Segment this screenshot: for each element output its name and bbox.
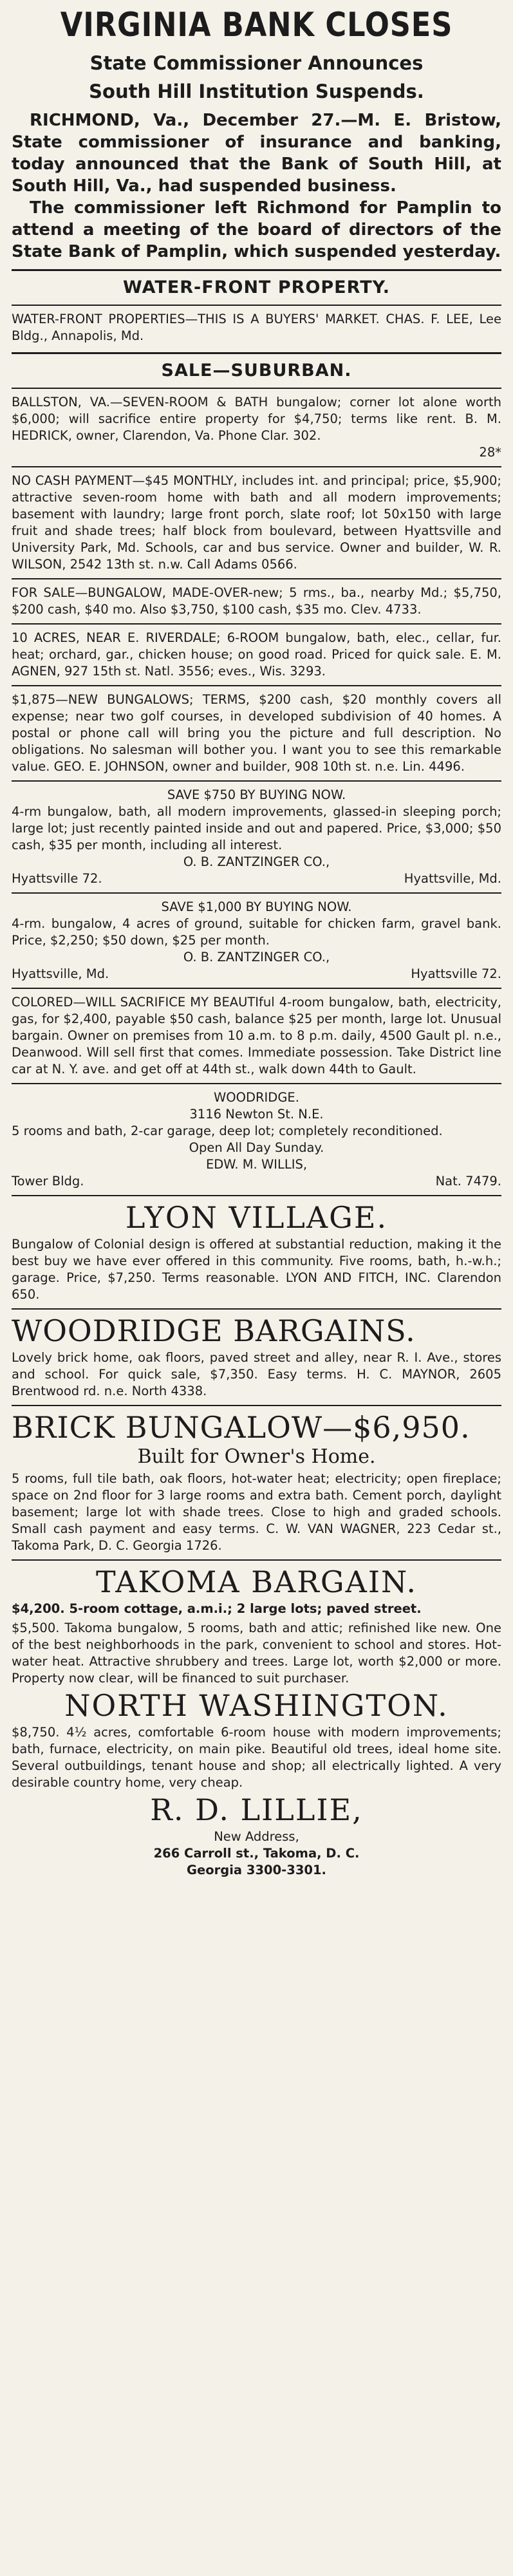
ad-text: $8,750. 4½ acres, comfortable 6-room house with modern improvements; bath, furnace, electricity, on main pike. Beautiful old trees, ideal home site. Several outbuildings, tenant house and shop; all electrically lighted. A very desirable country home, very cheap.	[12, 1725, 501, 1790]
divider	[12, 623, 501, 625]
ad-title: SAVE $1,000 BY BUYING NOW.	[161, 899, 352, 914]
subhead-1: State Commissioner Announces	[89, 52, 424, 74]
ad-title: SAVE $750 BY BUYING NOW.	[167, 787, 346, 802]
agent-name: R. D. LILLIE,	[150, 1792, 363, 1827]
ad-title: WOODRIDGE.	[214, 1090, 299, 1105]
divider	[12, 1195, 501, 1196]
ad-address: 3116 Newton St. N.E.	[189, 1107, 324, 1122]
ad-contact-row	[12, 1173, 501, 1190]
ad-ten-acres: 10 ACRES, NEAR E. RIVERDALE; 6-ROOM bungalow, bath, elec., cellar, fur. heat; orchard, gar., chicken house; on good road. Priced for quick sale. E. M. AGNEN, 927 15th st. Natl. 3556; eves., Wis. 3293.	[12, 630, 501, 679]
divider	[12, 1559, 501, 1561]
ad-ballston	[12, 393, 501, 462]
agent-new-address: New Address,	[214, 1829, 299, 1844]
ad-waterfront: WATER-FRONT PROPERTIES—THIS IS A BUYERS' MARKET. CHAS. F. LEE, Lee Bldg., Annapolis, Md.	[12, 312, 501, 343]
article-para-1: RICHMOND, Va., December 27.—M. E. Bristow, State commissioner of insurance and banking, today announced that the Bank of South Hill, at South Hill, Va., had suspended business.	[12, 111, 501, 196]
divider	[12, 466, 501, 467]
ad-lyon-village: Bungalow of Colonial design is offered at substantial reduction, making it the best buy we have ever offered in this community. Five rooms, bath, h.-w.h.; garage. Price, $7,250. Terms reasonable. LYON AND FITCH, INC. Clarendon 650.	[12, 1237, 501, 1302]
ad-building: Tower Bldg.	[12, 1174, 84, 1189]
article-para-2: The commissioner left Richmond for Pamplin to attend a meeting of the board of directors of the State Bank of Pamplin, which suspended yesterday.	[12, 198, 501, 261]
headline: VIRGINIA BANK CLOSES	[60, 6, 453, 44]
ad-company: O. B. ZANTZINGER CO.,	[183, 854, 330, 869]
divider	[12, 780, 501, 782]
ad-colored: COLORED—WILL SACRIFICE MY BEAUTIful 4-room bungalow, bath, electricity, gas, for $2,400, payable $50 cash, balance $25 per month, large lot. Unusual bargain. Owner on premises from 10 a.m. to 8 p.m. daily, 4500 Gault pl. n.e., Deanwood. Will sell first that comes. Immediate possession. Take District line car at N. Y. ave. and get off at 44th st., walk down 44th to Gault.	[12, 995, 501, 1076]
ad-city: Hyattsville, Md.	[404, 871, 501, 886]
subhead-2: South Hill Institution Suspends.	[89, 80, 424, 102]
divider	[12, 305, 501, 306]
ad-phone: Hyattsville 72.	[12, 871, 102, 886]
ad-save-750	[12, 785, 501, 888]
ad-north-washington	[12, 1723, 501, 1792]
ad-company: O. B. ZANTZINGER CO.,	[183, 950, 330, 964]
section-heading-waterfront: WATER-FRONT PROPERTY.	[123, 277, 390, 297]
heading-north-washington: NORTH WASHINGTON.	[64, 1688, 449, 1723]
divider	[12, 1083, 501, 1084]
divider	[12, 685, 501, 686]
heading-takoma-bargain: TAKOMA BARGAIN.	[96, 1565, 417, 1599]
divider	[12, 388, 501, 389]
ad-text: 4-rm bungalow, bath, all modern improvements, glassed-in sleeping porch; large lot; just recently painted inside and out and papered. Price, $3,000; $50 cash, $35 per month, including all interest.	[12, 804, 501, 852]
section-heading-suburban: SALE—SUBURBAN.	[161, 361, 352, 381]
ad-agent: EDW. M. WILLIS,	[205, 1157, 308, 1172]
heading-lyon-village: LYON VILLAGE.	[125, 1200, 388, 1235]
ad-phone: Hyattsville 72.	[411, 966, 501, 981]
ad-no-cash-payment: NO CASH PAYMENT—$45 MONTHLY, includes int. and principal; price, $5,900; attractive seven-room home with bath and all modern improvements; basement with laundry; large front porch, slate roof; lot 50x150 with large fruit and shade trees; half block from boulevard, between Hyattsville and University Park, Md. Schools, car and bus service. Owner and builder, W. R. WILSON, 2542 13th st. n.w. Call Adams 0566.	[12, 473, 501, 572]
ad-text: 4-rm. bungalow, 4 acres of ground, suitable for chicken farm, gravel bank. Price, $2,250; $50 down, $25 per month.	[12, 916, 501, 948]
ad-ballston-text: BALLSTON, VA.—SEVEN-ROOM & BATH bungalow; corner lot alone worth $6,000; will sacrifice entire property for $4,750; terms like rent. B. M. HEDRICK, owner, Clarendon, Va. Phone Clar. 302.	[12, 395, 501, 443]
ad-woodridge-bargains: Lovely brick home, oak floors, paved street and alley, near R. I. Ave., stores and school. For quick sale, $7,350. Easy terms. H. C. MAYNOR, 2605 Brentwood rd. n.e. North 4338.	[12, 1350, 501, 1398]
ad-new-bungalows: $1,875—NEW BUNGALOWS; TERMS, $200 cash, $20 monthly covers all expense; near two golf courses, in developed subdivision of 40 homes. A postal or phone call will bring you the picture and full description. No obligations. No salesman will bother you. I want you to see this remarkable value. GEO. E. JOHNSON, owner and builder, 908 10th st. n.e. Lin. 4496.	[12, 692, 501, 774]
divider	[12, 1405, 501, 1406]
heading-woodridge-bargains: WOODRIDGE BARGAINS.	[12, 1313, 416, 1348]
heading-brick-bungalow: BRICK BUNGALOW—$6,950.	[12, 1410, 471, 1445]
divider	[12, 578, 501, 579]
divider	[12, 269, 501, 271]
divider	[12, 892, 501, 894]
ad-contact-row	[12, 966, 501, 982]
ad-brick-bungalow: 5 rooms, full tile bath, oak floors, hot-water heat; electricity; open fireplace; space on 2nd floor for 3 large rooms and extra bath. Cement porch, daylight basement; large lot with shade trees. Close to high and graded schools. Small cash payment and easy terms. C. W. VAN WAGNER, 223 Cedar st., Takoma Park, D. C. Georgia 1726.	[12, 1471, 501, 1553]
divider	[12, 352, 501, 354]
ad-takoma-text: $5,500. Takoma bungalow, 5 rooms, bath and attic; refinished like new. One of the best neighborhoods in the park, convenient to school and stores. Hot-water heat. Attractive shrubbery and trees. Large lot, worth $2,000 or more. Property now clear, will be financed to suit purchaser.	[12, 1621, 501, 1686]
article-body	[12, 109, 501, 263]
divider	[12, 1308, 501, 1310]
ad-bungalow-made-over: FOR SALE—BUNGALOW, MADE-OVER-new; 5 rms., ba., nearby Md.; $5,750, $200 cash, $40 mo. Also $3,750, $100 cash, $35 mo. Clev. 4733.	[12, 585, 501, 617]
agent-address: 266 Carroll st., Takoma, D. C.	[153, 1846, 360, 1861]
ad-open-house: Open All Day Sunday.	[189, 1140, 324, 1155]
subheading-brick-bungalow: Built for Owner's Home.	[137, 1445, 376, 1468]
divider	[12, 988, 501, 989]
agent-contact	[12, 1827, 501, 1880]
ad-code: 28*	[479, 445, 501, 460]
ad-contact-row	[12, 870, 501, 887]
ad-save-1000	[12, 898, 501, 984]
ad-city: Hyattsville, Md.	[12, 966, 109, 981]
ad-woodridge	[12, 1088, 501, 1191]
ad-takoma-line-1: $4,200. 5-room cottage, a.m.i.; 2 large lots; paved street.	[12, 1601, 422, 1616]
ad-phone: Nat. 7479.	[435, 1174, 501, 1189]
ad-text: 5 rooms and bath, 2-car garage, deep lot; completely reconditioned.	[12, 1123, 443, 1138]
agent-phone: Georgia 3300-3301.	[187, 1863, 326, 1877]
